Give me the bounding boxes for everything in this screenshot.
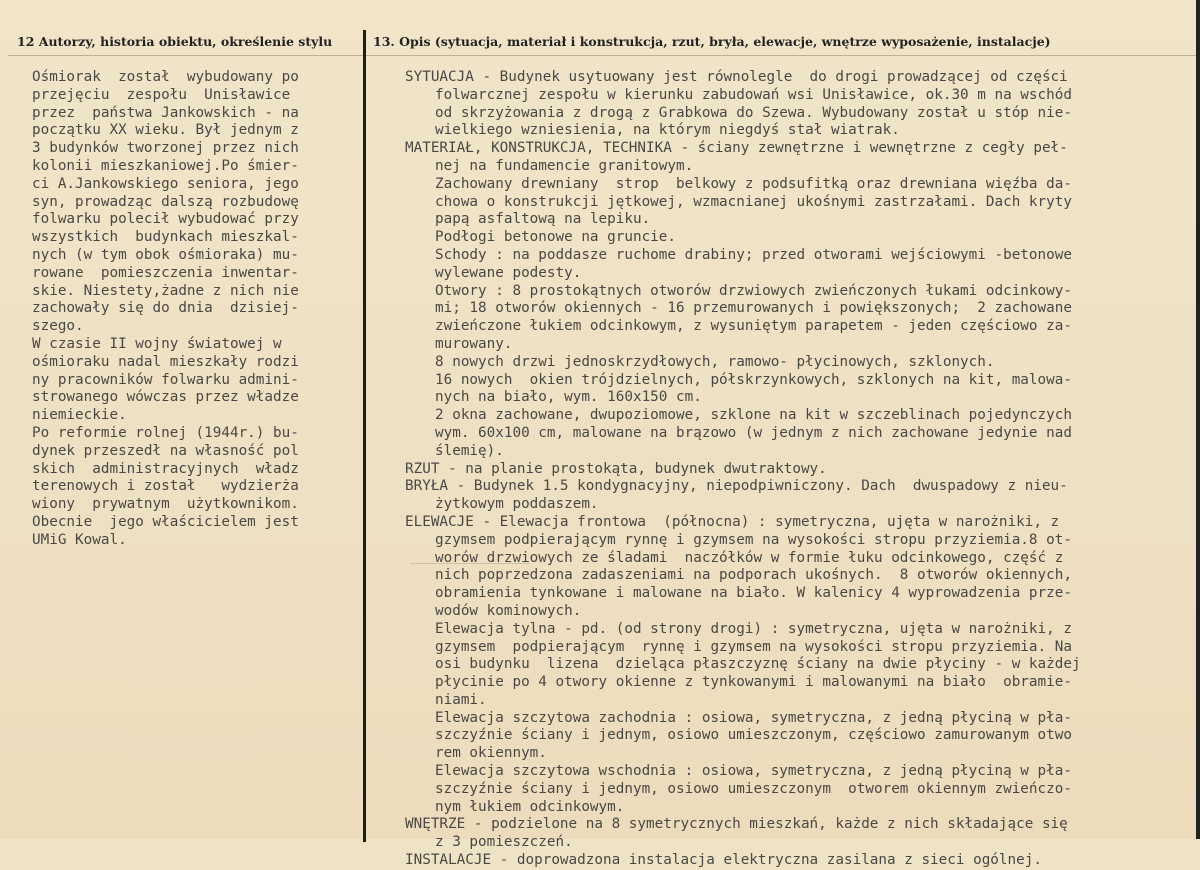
description-line: nej na fundamencie granitowym. [435, 157, 694, 174]
description-line: Elewacja tylna - pd. (od strony drogi) : symetryczna, ujęta w narożniki, z [435, 620, 1072, 637]
description-line: szczyźnie ściany i jednym, osiowo umieszczonym, częściowo zamurowanym otwo [435, 727, 1072, 744]
history-line: kolonii mieszkaniowej.Po śmier- [32, 157, 299, 174]
history-line: ci A.Jankowskiego seniora, jego [32, 175, 299, 192]
description-line: Podłogi betonowe na gruncie. [435, 229, 677, 246]
history-line: folwarku polecił wybudować przy [32, 211, 299, 228]
header-rule [8, 55, 1196, 56]
description-line: gzymsem podpierającym rynnę i gzymsem na wysokości stropu przyziemia.8 ot- [435, 531, 1072, 548]
description-line: żytkowym poddaszem. [435, 496, 599, 513]
description-line: folwarcznej zespołu w kierunku zabudowań wsi Unisławice, ok.30 m na wschód [435, 86, 1072, 103]
description-line: obramienia tynkowane i malowane na biało. W kalenicy 4 wyprowadzenia prze- [435, 585, 1072, 602]
column-divider [363, 30, 366, 842]
description-line: mi; 18 otworów okiennych - 16 przemurowanych i powiększonych; 2 zachowane [435, 300, 1072, 317]
description-line: osi budynku lizena dzieląca płaszczyznę ściany na dwie płyciny - w każdej [435, 656, 1081, 673]
description-line: nych na biało, wym. 160x150 cm. [435, 389, 702, 406]
history-line: szego. [32, 318, 84, 335]
history-line: zachowały się do dnia dzisiej- [32, 300, 299, 317]
history-line: strowanego wówczas przez władze [32, 389, 299, 406]
page-edge [1196, 0, 1200, 839]
description-line: z 3 pomieszczeń. [435, 834, 573, 851]
history-line: rowane pomieszczenia inwentar- [32, 264, 299, 281]
description-text-column [405, 69, 1191, 870]
history-text-column [32, 69, 354, 550]
description-line: zwieńczone łukiem odcinkowym, z wysuniętym parapetem - jeden częściowo za- [435, 318, 1072, 335]
description-line: gzymsem podpierającym rynnę i gzymsem na wysokości stropu przyziemia. Na [435, 638, 1072, 655]
history-line: syn, prowadząc dalszą rozbudowę [32, 193, 299, 210]
history-line: skich administracyjnych władz [32, 460, 299, 477]
history-line: przez państwa Jankowskich - na [32, 104, 299, 121]
description-line: RZUT - na planie prostokąta, budynek dwutraktowy. [405, 460, 827, 477]
description-line: wylewane podesty. [435, 264, 582, 281]
history-line: wiony prywatnym użytkownikom. [32, 496, 299, 513]
description-line: 2 okna zachowane, dwupoziomowe, szklone na kit w szczeblinach pojedynczych [435, 407, 1072, 424]
description-line: papą asfaltową na lepiku. [435, 211, 651, 228]
description-line: Elewacja szczytowa wschodnia : osiowa, symetryczna, z jedną płyciną w pła- [435, 763, 1072, 780]
description-line: Zachowany drewniany strop belkowy z podsufitką oraz drewniana więźba da- [435, 175, 1072, 192]
description-line: worów drzwiowych ze śladami naczółków w formie łuku odcinkowego, część z [435, 549, 1064, 566]
description-line: Elewacja szczytowa zachodnia : osiowa, symetryczna, z jedną płyciną w pła- [435, 709, 1072, 726]
history-line: ośmioraku nadal mieszkały rodzi [32, 353, 299, 370]
description-line: od skrzyżowania z drogą z Grabkowa do Szewa. Wybudowany został u stóp nie- [435, 104, 1072, 121]
section-12-heading: 12 Autorzy, historia obiektu, określenie stylu [17, 34, 333, 49]
description-line: ELEWACJE - Elewacja frontowa (północna) : symetryczna, ujęta w narożniki, z [405, 513, 1060, 530]
history-line: ny pracowników folwarku admini- [32, 371, 299, 388]
description-line: murowany. [435, 335, 513, 352]
history-line: przejęciu zespołu Unisławice [32, 86, 291, 103]
description-line: SYTUACJA - Budynek usytuowany jest równolegle do drogi prowadzącej od części [405, 69, 1068, 85]
description-line: szczyźnie ściany i jednym, osiowo umieszczonym otworem okiennym zwieńczo- [435, 780, 1072, 797]
description-line: MATERIAŁ, KONSTRUKCJA, TECHNIKA - ściany zewnętrzne i wewnętrzne z cegły peł- [405, 140, 1068, 157]
description-line: ślemię). [435, 442, 504, 459]
description-line: 8 nowych drzwi jednoskrzydłowych, ramowo- płycinowych, szklonych. [435, 353, 995, 370]
description-line: wielkiego wzniesienia, na którym niegdyś stał wiatrak. [435, 122, 900, 139]
description-line: nich poprzedzona zadaszeniami na podporach ukośnych. 8 otworów okiennych, [435, 567, 1072, 584]
description-line: wodów kominowych. [435, 602, 582, 619]
description-line: Schody : na poddasze ruchome drabiny; przed otworami wejściowymi -betonowe [435, 246, 1072, 263]
description-line: WNĘTRZE - podzielone na 8 symetrycznych mieszkań, każde z nich składające się [405, 816, 1068, 833]
history-line: terenowych i został wydzierża [32, 478, 299, 495]
description-line: rem okiennym. [435, 745, 547, 762]
description-line: 16 nowych okien trójdzielnych, półskrzynkowych, szklonych na kit, malowa- [435, 371, 1072, 388]
history-line: nych (w tym obok ośmioraka) mu- [32, 246, 299, 263]
description-line: Otwory : 8 prostokątnych otworów drzwiowych zwieńczonych łukami odcinkowy- [435, 282, 1072, 299]
history-line: skie. Niestety,żadne z nich nie [32, 282, 299, 299]
history-line: początku XX wieku. Był jednym z [32, 122, 299, 139]
history-line: Ośmiorak został wybudowany po [32, 69, 299, 85]
description-line: INSTALACJE - doprowadzona instalacja elektryczna zasilana z sieci ogólnej. [405, 852, 1042, 869]
description-line: BRYŁA - Budynek 1.5 kondygnacyjny, niepodpiwniczony. Dach dwuspadowy z nieu- [405, 478, 1068, 495]
history-line: wszystkich budynkach mieszkal- [32, 229, 299, 246]
description-line: płycinie po 4 otwory okienne z tynkowanymi i malowanymi na biało obramie- [435, 674, 1072, 691]
section-13-heading: 13. Opis (sytuacja, materiał i konstrukcja, rzut, bryła, elewacje, wnętrze wyposażenie, instalacje) [373, 34, 1051, 49]
description-line: chowa o konstrukcji jętkowej, wzmacnianej ukośnymi zastrzałami. Dach kryty [435, 193, 1072, 210]
history-line: UMiG Kowal. [32, 531, 127, 548]
history-line: 3 budynków tworzonej przez nich [32, 140, 299, 157]
description-line: wym. 60x100 cm, malowane na brązowo (w jednym z nich zachowane jedynie nad [435, 424, 1072, 441]
description-line: niami. [435, 691, 487, 708]
history-line: dynek przeszedł na własność pol [32, 442, 299, 459]
history-line: W czasie II wojny światowej w [32, 335, 282, 352]
history-line: niemieckie. [32, 407, 127, 424]
description-line: nym łukiem odcinkowym. [435, 798, 625, 815]
history-line: Obecnie jego właścicielem jest [32, 513, 299, 530]
history-line: Po reformie rolnej (1944r.) bu- [32, 424, 299, 441]
